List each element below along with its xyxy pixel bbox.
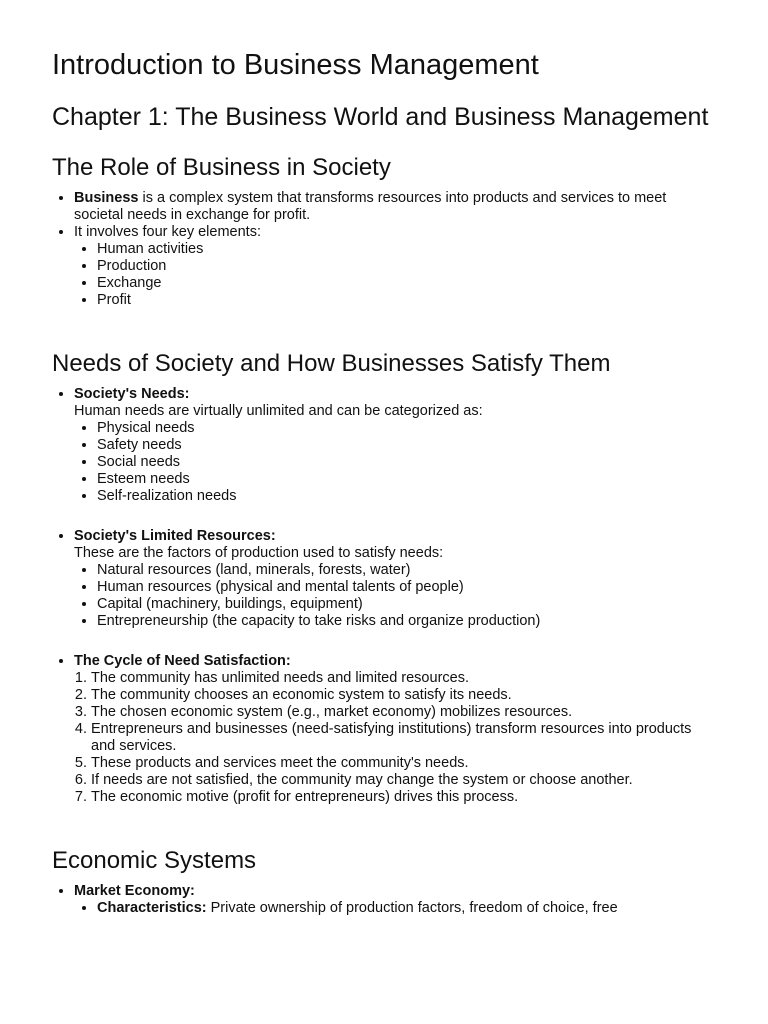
- document-title: Introduction to Business Management: [52, 49, 539, 81]
- needs-list: [74, 420, 716, 505]
- list-item: • Profit: [97, 292, 716, 309]
- spacer: [74, 630, 716, 653]
- characteristics-text: Private ownership of production factors, freedom of choice, free: [206, 900, 618, 916]
- cycle-steps-list: [74, 670, 716, 806]
- section-heading-role: The Role of Business in Society: [52, 154, 391, 181]
- business-definition: is a complex system that transforms resources into products and services to meet societal needs in exchange for profit.: [74, 190, 667, 223]
- market-economy-title: Market Economy:: [74, 883, 195, 899]
- list-item: 6. If needs are not satisfied, the community may change the system or choose another.: [91, 772, 716, 789]
- spacer: [52, 806, 716, 846]
- characteristics-label: Characteristics:: [97, 900, 207, 916]
- list-item: • Self-realization needs: [97, 488, 716, 505]
- business-term: Business: [74, 190, 139, 206]
- list-item: [97, 900, 716, 917]
- list-item: • Social needs: [97, 454, 716, 471]
- section-heading-economic: Economic Systems: [52, 847, 257, 874]
- list-item: 3. The chosen economic system (e.g., market economy) mobilizes resources.: [91, 704, 716, 721]
- list-item: [74, 190, 716, 224]
- market-economy-list: [74, 900, 716, 917]
- list-item: • Esteem needs: [97, 471, 716, 488]
- list-item: [74, 883, 716, 917]
- resources-list: [74, 562, 716, 630]
- list-item: 4. Entrepreneurs and businesses (need-satisfying institutions) transform resources into products and services.: [91, 721, 716, 755]
- list-item: • Safety needs: [97, 437, 716, 454]
- chapter-title: Chapter 1: The Business World and Business Management: [52, 103, 709, 131]
- list-item: [74, 224, 716, 309]
- list-item: [74, 528, 716, 653]
- cycle-title: The Cycle of Need Satisfaction:: [74, 653, 291, 669]
- needs-section-list: [52, 386, 716, 806]
- list-item: [74, 386, 716, 528]
- list-item: • Physical needs: [97, 420, 716, 437]
- list-item: • Human activities: [97, 241, 716, 258]
- resources-intro: These are the factors of production used to satisfy needs:: [74, 545, 444, 561]
- list-item: 1. The community has unlimited needs and limited resources.: [91, 670, 716, 687]
- resources-title: Society's Limited Resources:: [74, 528, 276, 544]
- list-item: 5. These products and services meet the community's needs.: [91, 755, 716, 772]
- list-item: • Natural resources (land, minerals, forests, water): [97, 562, 716, 579]
- needs-intro: Human needs are virtually unlimited and can be categorized as:: [74, 403, 483, 419]
- section-heading-needs: Needs of Society and How Businesses Satisfy Them: [52, 350, 611, 377]
- elements-list: [74, 241, 716, 309]
- list-item: • Production: [97, 258, 716, 275]
- list-item: [74, 653, 716, 806]
- list-item: • Exchange: [97, 275, 716, 292]
- list-item: • Human resources (physical and mental talents of people): [97, 579, 716, 596]
- economic-list: [52, 883, 716, 917]
- spacer: [52, 309, 716, 349]
- elements-intro: It involves four key elements:: [74, 224, 261, 240]
- list-item: 7. The economic motive (profit for entrepreneurs) drives this process.: [91, 789, 716, 806]
- list-item: 2. The community chooses an economic system to satisfy its needs.: [91, 687, 716, 704]
- role-list: [52, 190, 716, 309]
- list-item: • Entrepreneurship (the capacity to take risks and organize production): [97, 613, 716, 630]
- needs-title: Society's Needs:: [74, 386, 190, 402]
- spacer: [74, 505, 716, 528]
- list-item: • Capital (machinery, buildings, equipment): [97, 596, 716, 613]
